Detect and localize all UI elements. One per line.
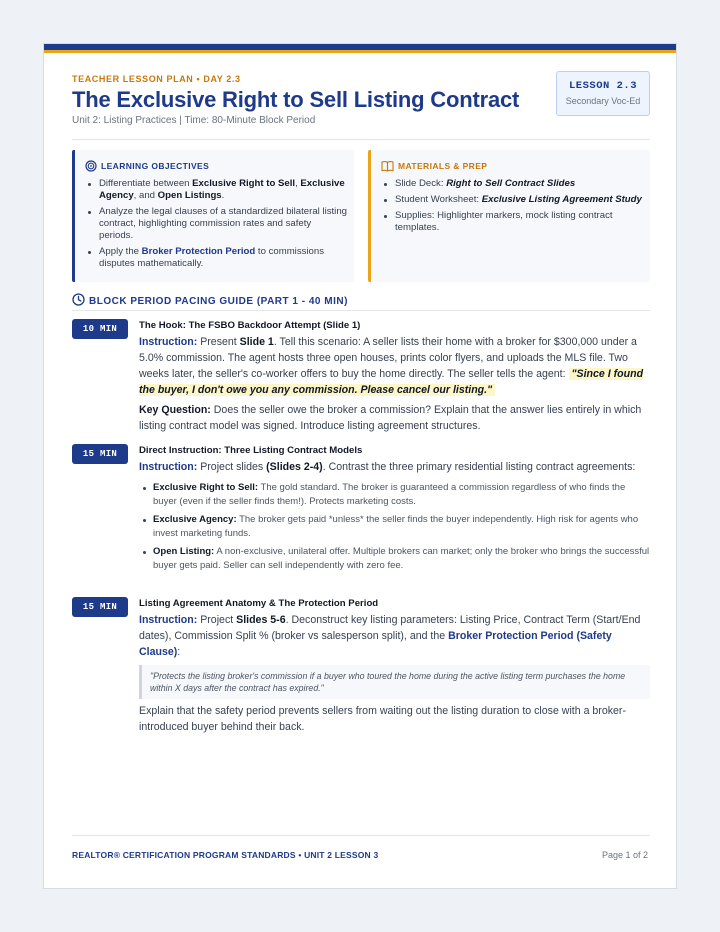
segment-anatomy <box>139 598 650 735</box>
list-item: Slide Deck: Right to Sell Contract Slides <box>381 178 643 190</box>
segment-closing: Explain that the safety period prevents sellers from waiting out the listing duration to close with a broker-introduced buyer behind their back. <box>139 705 626 733</box>
lesson-number: LESSON 2.3 <box>568 80 637 92</box>
list-item: Open Listing: A non-exclusive, unilateral offer. Multiple brokers can market; only the broker who brings the successful buyer gets paid. Seller can sell independently with zero fee. <box>139 545 650 573</box>
segment-instruction: Instruction: Present Slide 1. Tell this scenario: A seller lists their home with a broker for $300,000 under a 5.0% commission. The agent hosts three open houses, prints color flyers, and uploads the MLS file. Two weeks later, the seller's co-worker offers to buy the home directly. The seller tells the agent: "Since I found the buyer, I don't owe you any commission. Please cancel our listing." <box>139 336 644 396</box>
segment-title: Direct Instruction: Three Listing Contract Models <box>139 445 363 456</box>
list-item: Exclusive Right to Sell: The gold standard. The broker is guaranteed a commission regardless of who finds the buyer (even if the seller finds them!). Protects marketing costs. <box>139 481 650 509</box>
lesson-plan-page <box>43 43 677 889</box>
objectives-list <box>85 178 347 274</box>
list-item: Student Worksheet: Exclusive Listing Agreement Study <box>381 194 643 206</box>
segment-instruction: Instruction: Project Slides 5-6. Deconstruct key listing parameters: Listing Price, Contract Term (Start/End dates), Commission Split % (broker vs salesperson split), and the Broker Protection Period (Safety Clause): <box>139 614 641 658</box>
footer-standards: REALTOR® CERTIFICATION PROGRAM STANDARDS • UNIT 2 LESSON 3 <box>72 850 379 860</box>
hook-quote: "Since I found the buyer, I don't owe you any commission. Please cancel our listing." <box>139 368 644 396</box>
lesson-badge <box>556 71 650 116</box>
materials-heading-text: MATERIALS & PREP <box>398 161 488 171</box>
safety-clause-quote: "Protects the listing broker's commission if a buyer who toured the home during the active listing term purchases the home within X days after the contract has expired." <box>139 665 650 699</box>
target-icon <box>85 160 97 172</box>
header <box>72 74 650 138</box>
contract-models-list <box>139 481 650 573</box>
segment-title: The Hook: The FSBO Backdoor Attempt (Slide 1) <box>139 320 361 331</box>
book-icon <box>381 160 394 172</box>
time-badge: 10 MIN <box>72 319 128 339</box>
segment-hook <box>139 320 650 434</box>
pacing-divider <box>72 310 650 311</box>
segment-key-question: Key Question: Does the seller owe the broker a commission? Explain that the answer lies entirely in which listing contract model was signed. Introduce listing agreement structures. <box>139 404 642 432</box>
eyebrow-label: TEACHER LESSON PLAN • DAY 2.3 <box>72 74 241 84</box>
clock-icon <box>72 293 85 309</box>
top-accent-stripe <box>44 50 676 53</box>
pacing-heading <box>72 293 348 309</box>
time-badge: 15 MIN <box>72 444 128 464</box>
page-subtitle: Unit 2: Listing Practices | Time: 80-Minute Block Period <box>72 115 316 126</box>
segment-instruction: Instruction: Project slides (Slides 2-4). Contrast the three primary residential listing contract agreements: <box>139 461 636 473</box>
page-number: Page 1 of 2 <box>601 850 648 860</box>
header-divider <box>72 139 650 140</box>
segment-direct-instruction <box>139 445 650 577</box>
list-item: Exclusive Agency: The broker gets paid *unless* the seller finds the buyer independently. High risk for agents who invest marketing funds. <box>139 513 650 541</box>
time-badge: 15 MIN <box>72 597 128 617</box>
footer-divider <box>72 835 650 836</box>
materials-prep-box <box>368 150 650 282</box>
objectives-heading-text: LEARNING OBJECTIVES <box>101 161 210 171</box>
list-item: Supplies: Highlighter markers, mock listing contract templates. <box>381 210 643 234</box>
materials-list <box>381 178 643 238</box>
learning-objectives-box <box>72 150 354 282</box>
segment-title: Listing Agreement Anatomy & The Protection Period <box>139 598 379 609</box>
list-item: Apply the Broker Protection Period to commissions disputes mathematically. <box>85 246 347 270</box>
page-title: The Exclusive Right to Sell Listing Contract <box>72 87 520 112</box>
materials-heading <box>381 160 487 172</box>
lesson-level: Secondary Voc-Ed <box>565 96 641 106</box>
pacing-heading-text: BLOCK PERIOD PACING GUIDE (PART 1 - 40 MIN) <box>89 295 348 307</box>
list-item: Analyze the legal clauses of a standardized bilateral listing contract, highlighting commission rates and safety periods. <box>85 206 347 242</box>
list-item: Differentiate between Exclusive Right to Sell, Exclusive Agency, and Open Listings. <box>85 178 347 202</box>
objectives-heading <box>85 160 209 172</box>
